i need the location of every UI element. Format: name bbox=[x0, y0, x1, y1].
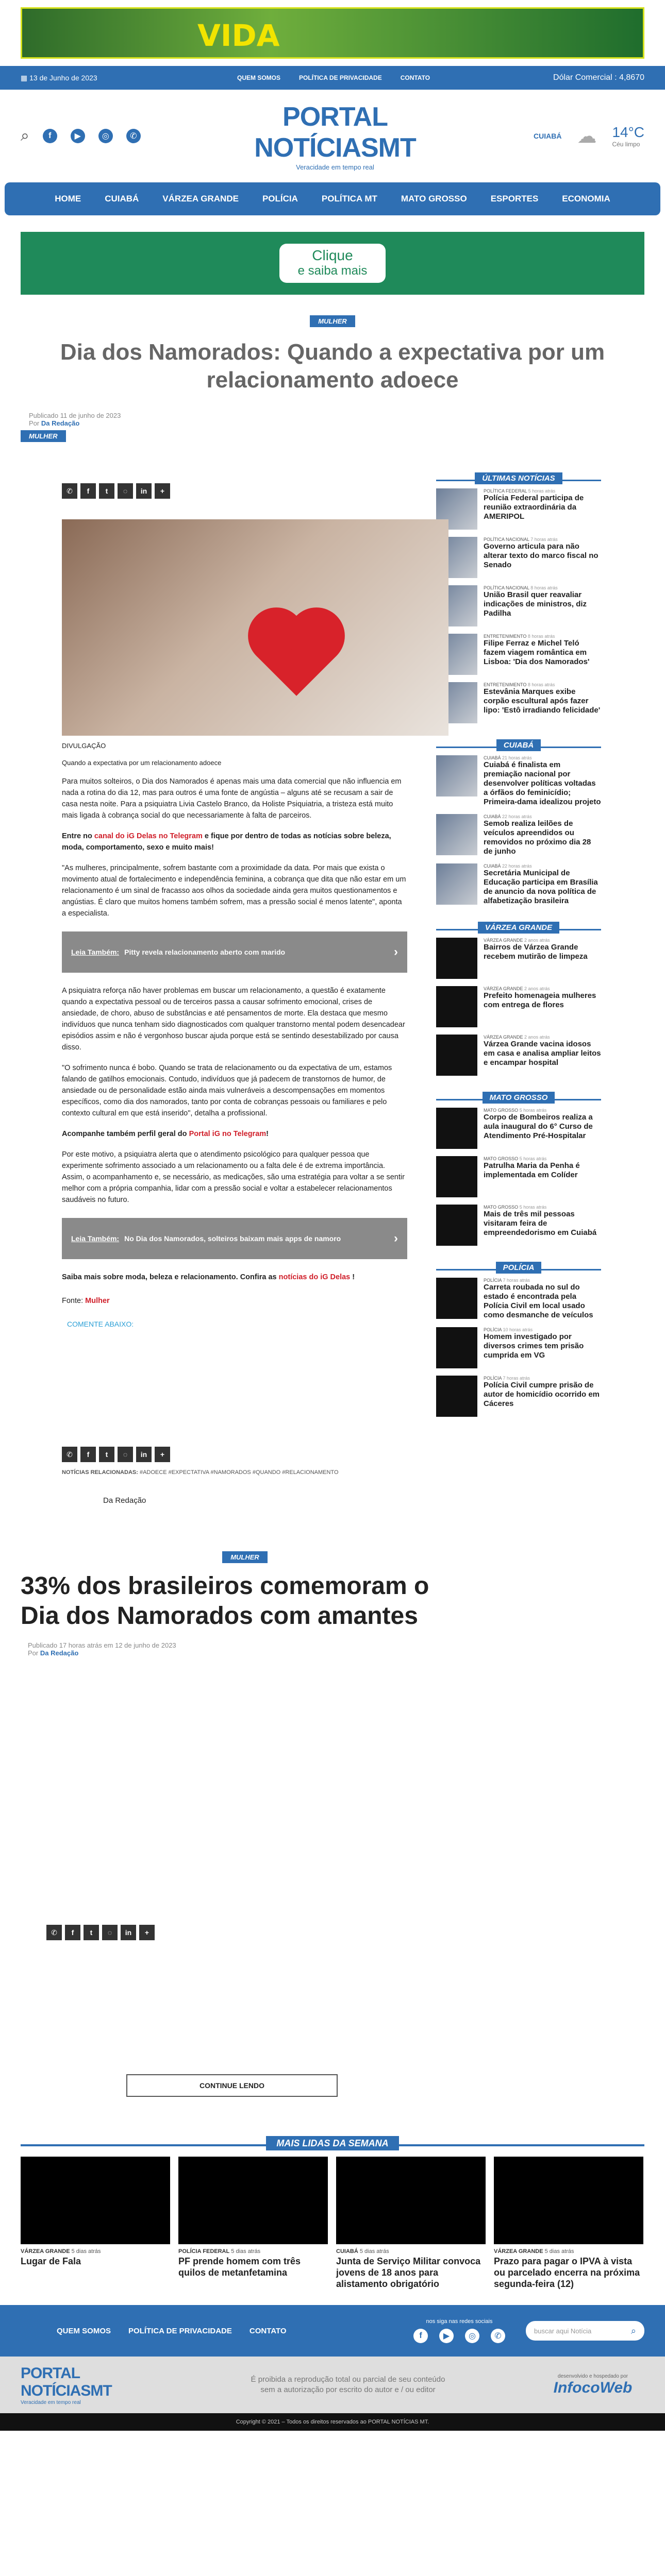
chevron-right-icon: › bbox=[394, 945, 398, 959]
portal-telegram-link[interactable]: Portal iG no Telegram bbox=[189, 1130, 267, 1138]
sidebar-title: ÚLTIMAS NOTÍCIAS bbox=[436, 474, 601, 481]
nav-home[interactable]: HOME bbox=[55, 194, 81, 204]
sidebar-news-item[interactable]: ENTRETENIMENTO 8 horas atrás Filipe Ferraz e Michel Teló fazem viagem romântica em Lisboa: 'Dia dos Namorados' bbox=[436, 634, 601, 675]
weather-icon: ☁ bbox=[577, 125, 597, 147]
footer-nav-bar bbox=[0, 2305, 665, 2357]
sidebar-title: POLÍCIA bbox=[436, 1263, 601, 1270]
footer-info bbox=[0, 2357, 665, 2413]
footer-privacidade[interactable]: POLÍTICA DE PRIVACIDADE bbox=[128, 2326, 232, 2335]
whatsapp-icon[interactable]: ✆ bbox=[46, 1925, 62, 1940]
whatsapp-icon[interactable]: ✆ bbox=[62, 483, 77, 499]
sidebar-news-item[interactable]: POLÍTICA NACIONAL 7 horas atrás Governo articula para não alterar texto do marco fiscal no Senado bbox=[436, 537, 601, 578]
tag[interactable]: #EXPECTATIVA bbox=[168, 1469, 209, 1476]
article-image bbox=[62, 519, 448, 736]
instagram-icon[interactable]: ◎ bbox=[465, 2329, 479, 2343]
search-icon[interactable]: ⌕ bbox=[630, 2325, 636, 2336]
footer-logo[interactable]: PORTAL NOTÍCIASMT Veracidade em tempo real bbox=[21, 2364, 112, 2405]
read-also-box[interactable]: Leia Também: No Dia dos Namorados, solteiros baixam mais apps de namoro › bbox=[62, 1218, 407, 1259]
messenger-icon[interactable]: ◌ bbox=[118, 1447, 133, 1462]
news-thumb[interactable] bbox=[436, 1156, 477, 1197]
youtube-icon[interactable]: ▶ bbox=[439, 2329, 454, 2343]
news-thumb[interactable] bbox=[436, 1205, 477, 1246]
search-icon[interactable]: ⌕ bbox=[21, 127, 29, 144]
next-article-meta: Publicado 17 horas atrás em 12 de junho de 2023 Por Da Redação bbox=[28, 1641, 176, 1657]
news-thumb[interactable] bbox=[436, 814, 477, 855]
logo-tagline: Veracidade em tempo real bbox=[296, 163, 374, 171]
next-article-category[interactable]: MULHER bbox=[222, 1551, 268, 1563]
image-credit: DIVULGAÇÃO bbox=[62, 742, 106, 750]
most-read-item[interactable]: CUIABÁ 5 dias atrás Junta de Serviço Militar convoca jovens de 18 anos para alistamento obrigatório bbox=[336, 2157, 486, 2290]
sidebar-news-item[interactable]: ENTRETENIMENTO 8 horas atrás Estevânia Marques exibe corpão escultural após fazer lipo: 'Estô irradiando felicidade' bbox=[436, 682, 601, 723]
next-article bbox=[21, 1551, 469, 2097]
top-nav-privacidade[interactable]: POLÍTICA DE PRIVACIDADE bbox=[299, 74, 382, 81]
news-thumb[interactable] bbox=[436, 1376, 477, 1417]
news-thumb[interactable] bbox=[436, 938, 477, 979]
twitter-icon[interactable]: t bbox=[84, 1925, 99, 1940]
footer-quem-somos[interactable]: QUEM SOMOS bbox=[57, 2326, 111, 2335]
sidebar-news-item[interactable]: CUIABÁ 21 horas atrás Cuiabá é finalista em premiação nacional por desenvolver políticas voltadas a órfãos do feminicídio; Primeira-dama idealizou projeto bbox=[436, 755, 601, 807]
sidebar-news-item[interactable]: VÁRZEA GRANDE 2 anos atrás Prefeito homenageia mulheres com entrega de flores bbox=[436, 986, 601, 1027]
share-bar-next bbox=[46, 1925, 469, 1940]
news-thumb[interactable] bbox=[436, 755, 477, 796]
sidebar-news-item[interactable]: MATO GROSSO 5 horas atrás Mais de três mil pessoas visitaram feira de empreendedorismo em Cuiabá bbox=[436, 1205, 601, 1246]
paragraph: Por este motivo, a psiquiatra alerta que o atendimento psicológico para qualquer pessoa que experimente sofrimento associado a um relacionamento ou a falta dele é de extrema importância. Assim, o acompanhamento e, se necessário, as medicações, são uma estratégia para voltar a se sentir melhor com a própria companhia, lidar com a pressão social e voltar a estabelecer relacionamentos saudáveis no futuro. bbox=[62, 1150, 405, 1204]
most-read-title: MAIS LIDAS DA SEMANA bbox=[21, 2138, 644, 2146]
paragraph-delas: Saiba mais sobre moda, beleza e relacionamento. Confira as notícias do iG Delas ! bbox=[62, 1273, 355, 1281]
source-link[interactable]: Mulher bbox=[85, 1297, 110, 1305]
most-read-item[interactable]: VÁRZEA GRANDE 5 dias atrás Lugar de Fala bbox=[21, 2157, 170, 2290]
sidebar bbox=[436, 463, 601, 1505]
news-thumb[interactable] bbox=[436, 1278, 477, 1319]
nav-politica-mt[interactable]: POLÍTICA MT bbox=[321, 194, 377, 204]
messenger-icon[interactable]: ◌ bbox=[118, 483, 133, 499]
facebook-icon[interactable]: f bbox=[80, 1447, 96, 1462]
related-tags: NOTÍCIAS RELACIONADAS: #ADOECE #EXPECTATIVA #NAMORADOS #QUANDO #RELACIONAMENTO bbox=[62, 1469, 339, 1476]
main-nav bbox=[0, 182, 665, 219]
messenger-icon[interactable]: ◌ bbox=[102, 1925, 118, 1940]
article-meta: Publicado 11 de junho de 2023 Por Da Redação bbox=[29, 412, 121, 427]
sidebar-news-item[interactable]: POLÍCIA 7 horas atrás Carreta roubada no sul do estado é encontrada pela Polícia Civil em local usado como desmanche de veículos bbox=[436, 1278, 601, 1320]
image-caption: Quando a expectativa por um relacionamento adoece bbox=[62, 759, 222, 767]
telegram-link[interactable]: canal do iG Delas no Telegram bbox=[94, 832, 203, 840]
most-read-item[interactable]: POLÍCIA FEDERAL 5 dias atrás PF prende homem com três quilos de metanfetamina bbox=[178, 2157, 328, 2290]
top-nav-contato[interactable]: CONTATO bbox=[400, 74, 430, 81]
facebook-icon[interactable]: f bbox=[413, 2329, 428, 2343]
whatsapp-icon[interactable]: ✆ bbox=[62, 1447, 77, 1462]
sidebar-news-item[interactable]: MATO GROSSO 5 horas atrás Patrulha Maria da Penha é implementada em Colíder bbox=[436, 1156, 601, 1197]
news-thumb[interactable] bbox=[336, 2157, 486, 2244]
footer-contato[interactable]: CONTATO bbox=[249, 2326, 287, 2335]
top-nav-quem-somos[interactable]: QUEM SOMOS bbox=[237, 74, 281, 81]
facebook-icon[interactable]: f bbox=[65, 1925, 80, 1940]
paragraph-portal: Acompanhe também perfil geral do Portal iG no Telegram! bbox=[62, 1130, 269, 1138]
article-header bbox=[21, 307, 644, 394]
paragraph: A psiquiatra reforça não haver problemas em buscar um relacionamento, a questão é exatamente quando a expectativa pessoal ou de terceiros passa a causar sofrimento emocional, crises de ansiedade, de choro, abuso de substâncias e até pensamentos de morte. Ela destaca que mesmo indivíduos que nunca tenham sido diagnosticados com qualquer transtorno mental podem desencadear episódios assim e não é vergonhoso buscar ajuda porque está se sentindo desestabilizado por causa disso. bbox=[62, 987, 405, 1052]
news-thumb[interactable] bbox=[494, 2157, 643, 2244]
linkedin-icon[interactable]: in bbox=[136, 1447, 152, 1462]
facebook-icon[interactable]: f bbox=[80, 483, 96, 499]
nav-economia[interactable]: ECONOMIA bbox=[562, 194, 610, 204]
continue-reading-button[interactable]: CONTINUE LENDO bbox=[126, 2074, 338, 2097]
logo-name: PORTAL NOTÍCIASMT bbox=[254, 101, 416, 163]
comment-label: COMENTE ABAIXO: bbox=[67, 1320, 134, 1328]
header bbox=[0, 90, 665, 182]
site-logo[interactable] bbox=[237, 101, 433, 171]
tag[interactable]: #NAMORADOS bbox=[210, 1469, 251, 1476]
paragraph-telegram: Entre no canal do iG Delas no Telegram e fique por dentro de todas as notícias sobre beleza, moda, comportamento, sexo e muito mais! bbox=[62, 832, 391, 852]
article-body bbox=[21, 463, 407, 1505]
footer bbox=[0, 2305, 665, 2431]
source-line: Fonte: Mulher bbox=[62, 1297, 110, 1305]
next-article-title[interactable]: 33% dos brasileiros comemoram o Dia dos Namorados com amantes bbox=[21, 1572, 429, 1630]
whatsapp-icon[interactable]: ✆ bbox=[491, 2329, 505, 2343]
news-thumb[interactable] bbox=[436, 1035, 477, 1076]
calendar-icon: ▦ bbox=[21, 73, 30, 82]
news-thumb[interactable] bbox=[436, 1327, 477, 1368]
article-category[interactable]: MULHER bbox=[310, 315, 355, 327]
whatsapp-icon[interactable]: ✆ bbox=[126, 129, 141, 143]
top-ad-word: VIDA bbox=[197, 18, 280, 53]
footer-search-input[interactable]: buscar aqui Notícia ⌕ bbox=[526, 2321, 644, 2341]
news-thumb[interactable] bbox=[436, 986, 477, 1027]
news-thumb[interactable] bbox=[436, 1108, 477, 1149]
nav-varzea-grande[interactable]: VÁRZEA GRANDE bbox=[162, 194, 239, 204]
sidebar-news-item[interactable]: POLÍTICA NACIONAL 8 horas atrás União Brasil quer reavaliar indicações de ministros, diz Padilha bbox=[436, 585, 601, 626]
nav-cuiaba[interactable]: CUIABÁ bbox=[105, 194, 139, 204]
weather-temp: 14°C bbox=[612, 124, 644, 140]
sidebar-news-item[interactable]: POLÍCIA 7 horas atrás Polícia Civil cumpre prisão de autor de homicídio ocorrido em Cáceres bbox=[436, 1376, 601, 1417]
sidebar-news-item[interactable]: VÁRZEA GRANDE 2 anos atrás Bairros de Várzea Grande recebem mutirão de limpeza bbox=[436, 938, 601, 979]
nav-esportes[interactable]: ESPORTES bbox=[490, 194, 539, 204]
ad-clique[interactable] bbox=[21, 232, 644, 295]
article-category-badge[interactable]: MULHER bbox=[21, 430, 66, 442]
top-ad[interactable] bbox=[0, 0, 665, 66]
ad-banner[interactable] bbox=[0, 219, 665, 307]
news-thumb[interactable] bbox=[436, 863, 477, 905]
chevron-right-icon: › bbox=[394, 1231, 398, 1245]
news-thumb[interactable] bbox=[21, 2157, 170, 2244]
facebook-icon[interactable]: f bbox=[43, 129, 57, 143]
footer-disclaimer: É proibida a reprodução total ou parcial de seu conteúdo sem a autorização por escrito do autor e / ou editor bbox=[251, 2375, 445, 2394]
weather-condition: Céu limpo bbox=[612, 141, 640, 148]
top-bar bbox=[0, 66, 665, 90]
twitter-icon[interactable]: t bbox=[99, 483, 114, 499]
more-icon[interactable]: + bbox=[139, 1925, 155, 1940]
author-link[interactable]: Da Redação bbox=[40, 1649, 79, 1657]
sidebar-news-item[interactable]: POLÍTICA FEDERAL 5 horas atrás Polícia Federal participa de reunião extraordinária da AMERIPOL bbox=[436, 488, 601, 530]
share-bar-bottom bbox=[62, 1447, 407, 1462]
linkedin-icon[interactable]: in bbox=[136, 483, 152, 499]
weather-widget bbox=[534, 124, 644, 148]
sidebar-news-item[interactable]: VÁRZEA GRANDE 2 anos atrás Várzea Grande vacina idosos em casa e analisa ampliar leitos e encampar hospital bbox=[436, 1035, 601, 1076]
more-icon[interactable]: + bbox=[155, 1447, 170, 1462]
news-thumb[interactable] bbox=[178, 2157, 328, 2244]
sidebar-news-item[interactable]: CUIABÁ 22 horas atrás Semob realiza leilões de veículos apreendidos ou removidos no próximo dia 28 de junho bbox=[436, 814, 601, 856]
copyright: Copyright © 2021 – Todos os direitos reservados ao PORTAL NOTÍCIAS MT. bbox=[0, 2413, 665, 2431]
delas-link[interactable]: notícias do iG Delas bbox=[278, 1273, 351, 1281]
weather-city: CUIABÁ bbox=[533, 132, 562, 140]
author-link[interactable]: Da Redação bbox=[41, 419, 80, 427]
nav-mato-grosso[interactable]: MATO GROSSO bbox=[401, 194, 467, 204]
nav-policia[interactable]: POLÍCIA bbox=[262, 194, 298, 204]
author-box: Da Redação bbox=[103, 1496, 146, 1505]
sidebar-title: VÁRZEA GRANDE bbox=[436, 923, 601, 930]
instagram-icon[interactable]: ◎ bbox=[98, 129, 113, 143]
article-title: Dia dos Namorados: Quando a expectativa por um relacionamento adoece bbox=[60, 340, 605, 393]
tag[interactable]: #ADOECE bbox=[139, 1469, 167, 1476]
developer-credit[interactable]: desenvolvido e hospedado por InfocoWeb bbox=[553, 2373, 633, 2396]
more-icon[interactable]: + bbox=[155, 483, 170, 499]
tag[interactable]: #RELACIONAMENTO bbox=[282, 1469, 339, 1476]
dollar-rate: Dólar Comercial : 4,8670 bbox=[553, 73, 644, 82]
linkedin-icon[interactable]: in bbox=[121, 1925, 136, 1940]
sidebar-news-item[interactable]: MATO GROSSO 5 horas atrás Corpo de Bombeiros realiza a aula inaugural do 6° Curso de Atendimento Pré-Hospitalar bbox=[436, 1108, 601, 1149]
paragraph: "As mulheres, principalmente, sofrem bastante com a proximidade da data. Por mais que exista o movimento atual de fortalecimento e independência feminina, a cobrança que dita que não estar em um relacionamento é um sinal de fracasso aos olhos da sociedade ainda gera muitos questionamentos e angústias. É claro que muitos homens também sofrem, mas a pressão social é menos latente", aponta a especialista. bbox=[62, 864, 406, 918]
footer-social: nos siga nas redes sociais f ▶ ◎ ✆ bbox=[413, 2318, 505, 2343]
tag[interactable]: #QUANDO bbox=[252, 1469, 281, 1476]
most-read bbox=[21, 2138, 644, 2290]
sidebar-news-item[interactable]: CUIABÁ 22 horas atrás Secretária Municipal de Educação participa em Brasília de anuncio da nova política de alfabetização brasileira bbox=[436, 863, 601, 906]
heart-shape bbox=[256, 616, 337, 696]
current-date: ▦ 13 de Junho de 2023 bbox=[21, 73, 97, 82]
most-read-item[interactable]: VÁRZEA GRANDE 5 dias atrás Prazo para pagar o IPVA à vista ou parcelado encerra na próxima segunda-feira (12) bbox=[494, 2157, 643, 2290]
sidebar-title: CUIABÁ bbox=[436, 741, 601, 748]
sidebar-title: MATO GROSSO bbox=[436, 1093, 601, 1100]
top-nav bbox=[237, 74, 430, 81]
ad-pill[interactable]: Clique e saiba mais bbox=[279, 244, 386, 283]
paragraph: "O sofrimento nunca é bobo. Quando se trata de relacionamento ou da expectativa de um, estamos falando de gatilhos emocionais. Contudo, indivíduos que já padecem de transtornos de humor, de ansiedade ou de personalidade estão ainda mais vulneráveis a descompensações em momentos específicos, como dia dos namorados, tanto por conta de cobranças pessoais ou familiares e pelo contexto cultural em que está inserido", detalha a profissional. bbox=[62, 1064, 392, 1117]
top-ad-banner[interactable] bbox=[21, 7, 644, 59]
sidebar-news-item[interactable]: POLÍCIA 10 horas atrás Homem investigado por diversos crimes tem prisão cumprida em VG bbox=[436, 1327, 601, 1368]
twitter-icon[interactable]: t bbox=[99, 1447, 114, 1462]
share-bar bbox=[62, 483, 407, 499]
youtube-icon[interactable]: ▶ bbox=[71, 129, 85, 143]
read-also-box[interactable]: Leia Também: Pitty revela relacionamento aberto com marido › bbox=[62, 931, 407, 973]
paragraph: Para muitos solteiros, o Dia dos Namorados é apenas mais uma data comercial que não influencia em nada a rotina do dia 12, mas para outros é uma fonte de angústia – alguns até se recusam a sair de casa nesta noite. Para a psiquiatra Livia Castelo Branco, da Holiste Psiquiatria, a tristeza está muito mais ligada à cobrança social do que necessariamente à falta de parceiros. bbox=[62, 777, 402, 820]
header-social bbox=[21, 127, 237, 145]
